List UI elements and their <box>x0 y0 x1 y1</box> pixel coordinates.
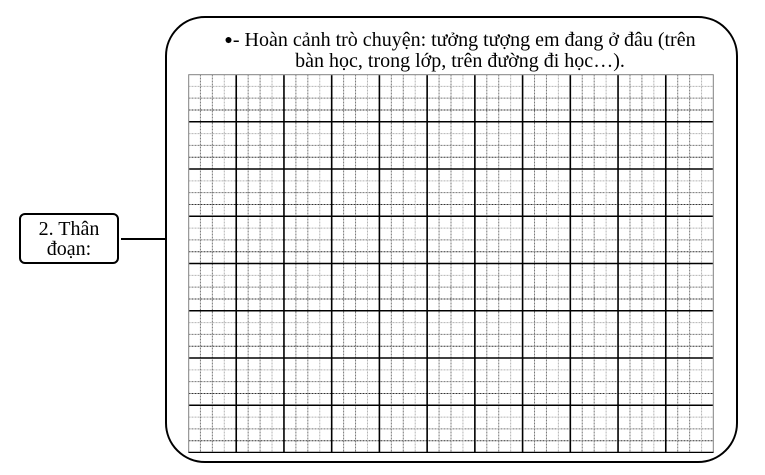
section-label-box <box>19 213 119 264</box>
writing-grid[interactable] <box>188 74 714 453</box>
connector-line <box>121 238 167 240</box>
section-label-line2: đoạn: <box>46 237 92 260</box>
prompt-line-1: ●- Hoàn cảnh trò chuyện: tưởng tượng em đang ở đâu (trên <box>224 29 696 51</box>
grid-lines <box>188 74 714 453</box>
prompt-text <box>180 30 740 72</box>
section-label-line1: 2. Thân <box>38 217 100 240</box>
prompt-line-2: bàn học, trong lớp, trên đường đi học…). <box>295 50 625 72</box>
bullet-icon: ● <box>224 33 233 48</box>
